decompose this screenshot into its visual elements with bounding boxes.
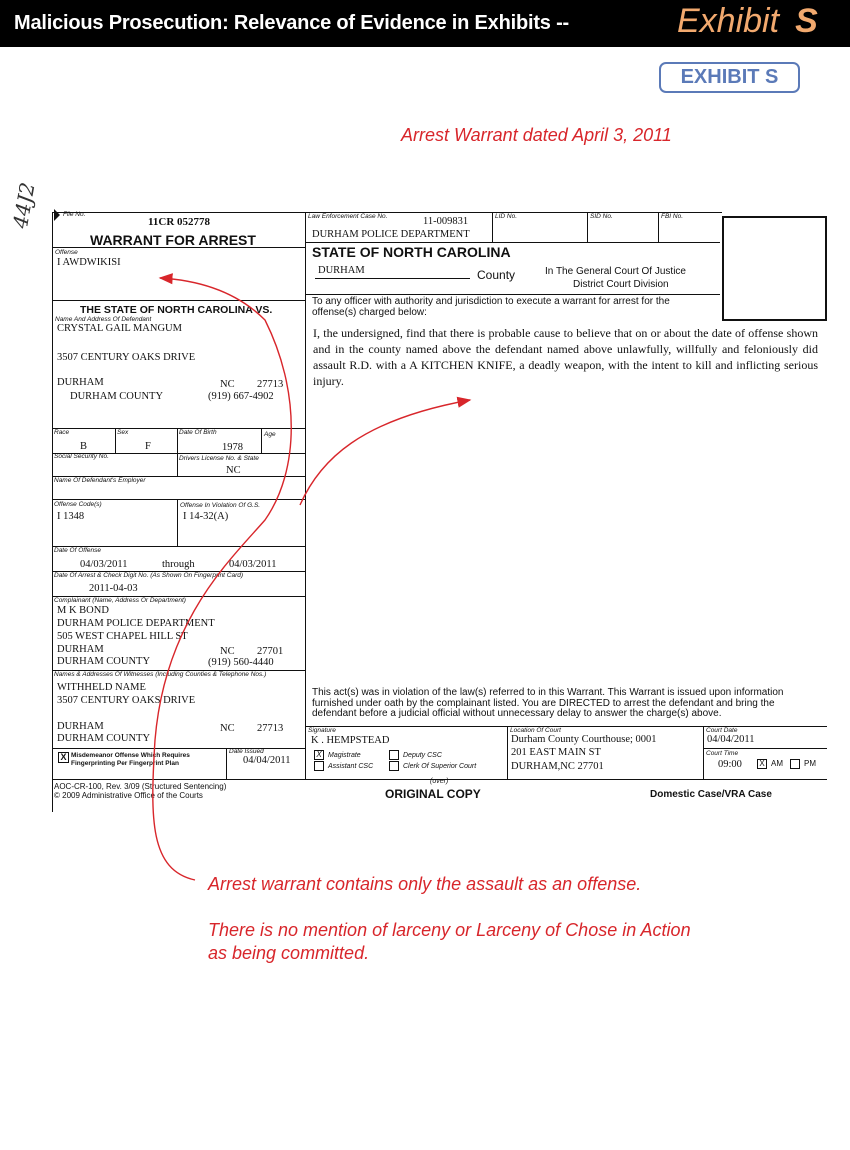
- handwritten-note: 44J2: [8, 180, 40, 231]
- location-1: Durham County Courthouse; 0001: [511, 734, 657, 745]
- warrant-title: WARRANT FOR ARREST: [90, 232, 256, 248]
- signature-value: K . HEMPSTEAD: [311, 735, 390, 746]
- court-time: 09:00: [718, 759, 742, 770]
- magistrate-text: Magistrate: [328, 751, 361, 759]
- lid-label: LID No.: [495, 213, 518, 220]
- defendant-phone: (919) 667-4902: [208, 391, 274, 402]
- deputy-csc-text: Deputy CSC: [403, 751, 442, 759]
- sex-value: F: [145, 441, 151, 452]
- dob-label: Date Of Birth: [179, 429, 217, 436]
- location-label: Location Of Court: [510, 727, 561, 734]
- state-vs-line: THE STATE OF NORTH CAROLINA VS.: [80, 304, 273, 316]
- exhibit-letter: S: [795, 2, 818, 40]
- offense-label: Offense: [55, 249, 78, 256]
- signature-label: Signature: [308, 727, 336, 734]
- witness-zip: 27713: [257, 723, 284, 734]
- date-offense-from: 04/03/2011: [80, 559, 128, 570]
- date-offense-label: Date Of Offense: [54, 547, 101, 554]
- date-arrest-label: Date Of Arrest & Check Digit No. (As Shown On Fingerprint Card): [54, 572, 244, 579]
- am-text: AM: [771, 759, 783, 769]
- page-title: Malicious Prosecution: Relevance of Evidence in Exhibits --: [14, 12, 570, 34]
- violation-text: This act(s) was in violation of the law(s) referred to in this Warrant. This Warrant is issued upon information furnished under oath by the complainant listed. You are DIRECTED to arrest the defendant and bring the defendant before a judicial official without unnecessary delay to answer the charge(s) above.: [312, 687, 784, 719]
- complainant-state: NC: [220, 646, 235, 657]
- complainant-name: M K BOND: [57, 605, 109, 616]
- defendant-street: 3507 CENTURY OAKS DRIVE: [57, 352, 196, 363]
- defendant-name: CRYSTAL GAIL MANGUM: [57, 323, 182, 334]
- file-no-label: File No.: [63, 211, 86, 218]
- defendant-label: Name And Address Of Defendant: [55, 316, 152, 323]
- race-label: Race: [54, 429, 70, 436]
- location-2: 201 EAST MAIN ST: [511, 747, 601, 758]
- caption-committed: as being committed.: [208, 943, 370, 963]
- misdemeanor-checkbox: X: [58, 752, 69, 763]
- date-issued: 04/04/2011: [243, 755, 291, 766]
- county-word: County: [477, 268, 516, 282]
- le-case-label: Law Enforcement Case No.: [308, 213, 388, 220]
- state-heading: STATE OF NORTH CAROLINA: [312, 244, 511, 260]
- witness-state: NC: [220, 723, 235, 734]
- original-copy: ORIGINAL COPY: [385, 787, 481, 801]
- date-arrest: 2011-04-03: [89, 583, 138, 594]
- pm-text: PM: [804, 759, 816, 769]
- defendant-city: DURHAM: [57, 377, 104, 388]
- court-line-1: In The General Court Of Justice: [545, 266, 686, 277]
- employer-label: Name Of Defendant's Employer: [54, 477, 146, 484]
- file-no: 11CR 052778: [148, 216, 211, 228]
- form-number: AOC-CR-100, Rev. 3/09 (Structured Sentencing): [54, 782, 227, 791]
- caption-no-larceny: There is no mention of larceny or Larceny of Chose in Action: [208, 920, 691, 940]
- complainant-zip: 27701: [257, 646, 284, 657]
- date-offense-to: 04/03/2011: [229, 559, 277, 570]
- witness-county: DURHAM COUNTY: [57, 733, 151, 744]
- complainant-phone: (919) 560-4440: [208, 657, 274, 668]
- magistrate-checkbox: X: [314, 750, 324, 760]
- arrow-to-offense: [153, 278, 291, 880]
- caption-top: Arrest Warrant dated April 3, 2011: [401, 125, 672, 145]
- arrow-to-finding: [300, 400, 470, 505]
- witness-street: 3507 CENTURY OAKS DRIVE: [57, 695, 196, 706]
- offense-code-label: Offense Code(s): [54, 501, 102, 508]
- defendant-zip: 27713: [257, 379, 284, 390]
- dl-label: Drivers License No. & State: [179, 455, 259, 462]
- race-value: B: [80, 441, 88, 452]
- age-label: Age: [264, 431, 276, 438]
- witness-name: WITHHELD NAME: [57, 682, 146, 693]
- over-note: (over): [430, 778, 449, 785]
- fbi-label: FBI No.: [661, 213, 684, 220]
- to-officer-text: To any officer with authority and jurisdiction to execute a warrant for arrest for the offense(s) charged below:: [312, 296, 670, 318]
- complainant-county: DURHAM COUNTY: [57, 656, 151, 667]
- offense-value: I AWDWIKISI: [57, 257, 121, 268]
- complainant-street: 505 WEST CHAPEL HILL ST: [57, 631, 188, 642]
- court-line-2: District Court Division: [573, 279, 669, 290]
- exhibit-stamp: EXHIBIT S: [659, 62, 800, 93]
- court-date-label: Court Date: [706, 727, 738, 734]
- through-word: through: [162, 559, 195, 570]
- agency: DURHAM POLICE DEPARTMENT: [312, 229, 470, 240]
- defendant-county: DURHAM COUNTY: [70, 391, 164, 402]
- misdemeanor-text-1: Misdemeanor Offense Which Requires: [71, 752, 190, 759]
- caption-assault-only: Arrest warrant contains only the assault as an offense.: [208, 874, 642, 894]
- violation-label: Offense In Violation Of G.S.: [180, 502, 261, 509]
- defendant-state: NC: [220, 379, 235, 390]
- dl-state: NC: [226, 465, 241, 476]
- dob-value: 1978: [222, 442, 243, 453]
- complainant-city: DURHAM: [57, 644, 104, 655]
- court-date: 04/04/2011: [707, 734, 755, 745]
- court-time-label: Court Time: [706, 750, 739, 757]
- exhibit-word: Exhibit: [677, 2, 780, 40]
- location-3: DURHAM,NC 27701: [511, 761, 604, 772]
- date-issued-label: Date Issued: [229, 748, 264, 755]
- witness-label: Names & Addresses Of Witnesses (Including Counties & Telephone Nos.): [54, 671, 267, 678]
- am-checkbox: X: [757, 759, 767, 769]
- domestic-case: Domestic Case/VRA Case: [650, 789, 772, 800]
- le-case-value: 11-009831: [423, 216, 469, 227]
- offense-code: I 1348: [57, 511, 85, 522]
- violation-value: I 14-32(A): [183, 511, 229, 522]
- clerk-superior-text: Clerk Of Superior Court: [403, 762, 477, 770]
- sid-label: SID No.: [590, 213, 613, 220]
- complainant-label: Complainant (Name, Address Or Department): [54, 597, 186, 604]
- copyright: © 2009 Administrative Office of the Courts: [54, 791, 203, 800]
- county-name: DURHAM: [318, 265, 365, 276]
- sex-label: Sex: [117, 429, 129, 436]
- misdemeanor-text-2: Fingerprinting Per Fingerprint Plan: [71, 760, 179, 767]
- witness-city: DURHAM: [57, 721, 104, 732]
- finding-text: I, the undersigned, find that there is probable cause to believe that on or about the date of offense shown and in the county named above the defendant named above unlawfully, willfully and feloniously did assault R.D. with a A KITCHEN KNIFE, a deadly weapon, with the intent to kill and inflicting serious injury.: [313, 326, 818, 388]
- ssn-label: Social Security No.: [54, 453, 109, 460]
- assistant-csc-text: Assistant CSC: [328, 762, 374, 770]
- complainant-dept: DURHAM POLICE DEPARTMENT: [57, 618, 215, 629]
